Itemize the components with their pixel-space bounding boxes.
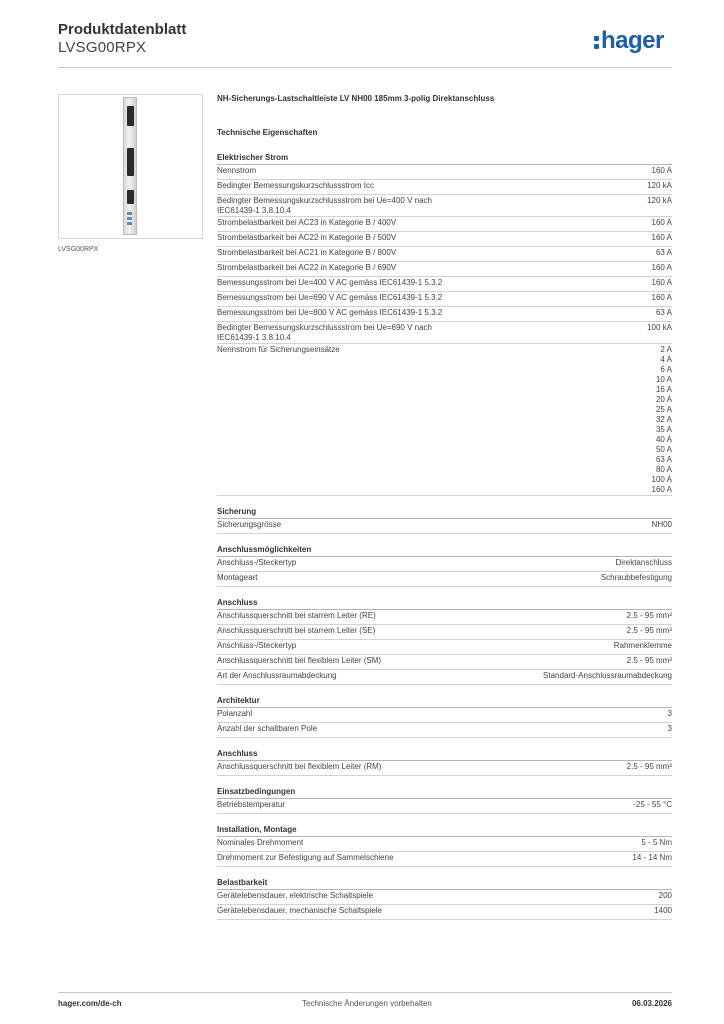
property-row <box>217 837 672 852</box>
property-label: Bemessungsstrom bei Ue=400 V AC gemäss IEC61439-1 5.3.2 <box>217 278 443 287</box>
property-value: 160 A <box>651 263 672 272</box>
footer-disclaimer: Technische Änderungen vorbehalten <box>302 999 432 1008</box>
section-title: Einsatzbedingungen <box>217 786 672 799</box>
property-value: 2.5 - 95 mm² <box>626 762 672 771</box>
property-value: NH00 <box>651 520 672 529</box>
property-value: 100 kA <box>647 323 672 332</box>
property-label: Sicherungsgrösse <box>217 520 282 529</box>
product-name: NH-Sicherungs-Lastschaltleiste LV NH00 185mm 3-polig Direktanschluss <box>217 94 495 103</box>
section-title: Anschluss <box>217 597 672 610</box>
property-row <box>217 708 672 723</box>
property-row <box>217 852 672 867</box>
property-row <box>217 217 672 232</box>
property-value: Standard-Anschlussraumabdeckung <box>543 671 672 680</box>
property-value: Schraubbefestigung <box>600 573 672 582</box>
property-value: 63 A <box>655 308 672 317</box>
property-value: 120 kA <box>647 196 672 205</box>
property-label: Anschlussquerschnitt bei starrem Leiter (SE) <box>217 626 376 635</box>
property-value: 5 - 5 Nm <box>641 838 672 847</box>
property-value: 160 A <box>651 278 672 287</box>
property-value: 120 kA <box>647 181 672 190</box>
property-row <box>217 610 672 625</box>
property-label: Strombelastbarkeit bei AC21 in Kategorie B / 800V <box>217 248 397 257</box>
page-title: Produktdatenblatt <box>58 21 187 38</box>
property-label: Drehmoment zur Befestigung auf Sammelschiene <box>217 853 394 862</box>
property-row <box>217 557 672 572</box>
section-title: Belastbarkeit <box>217 877 672 890</box>
product-image-frame <box>58 94 203 239</box>
property-row <box>217 655 672 670</box>
fuse-switch-strip-image <box>123 97 137 235</box>
property-label: Anschlussquerschnitt bei flexiblem Leiter (RM) <box>217 762 382 771</box>
property-value: 1400 <box>654 906 672 915</box>
property-label: Bedingter Bemessungskurzschlussstrom Icc <box>217 181 374 190</box>
logo-dots-icon <box>594 34 599 49</box>
property-row <box>217 292 672 307</box>
property-label: Anzahl der schaltbaren Pole <box>217 724 318 733</box>
hager-logo <box>594 29 664 53</box>
header-divider <box>58 67 672 68</box>
property-row <box>217 890 672 905</box>
product-code: LVSG00RPX <box>58 39 147 56</box>
property-label: Gerätelebensdauer, elektrische Schaltspiele <box>217 891 374 900</box>
footer-date: 06.03.2026 <box>631 999 672 1008</box>
property-row <box>217 344 672 496</box>
property-label: Betriebstemperatur <box>217 800 286 809</box>
property-row <box>217 799 672 814</box>
tech-properties-title: Technische Eigenschaften <box>217 128 318 137</box>
property-value: 63 A <box>655 248 672 257</box>
property-label: Bedingter Bemessungskurzschlussstrom bei Ue=400 V nach IEC61439-1 3.8.10.4 <box>217 196 432 215</box>
property-row <box>217 572 672 587</box>
property-label: Bedingter Bemessungskurzschlussstrom bei Ue=690 V nach IEC61439-1 3.8.10.4 <box>217 323 432 342</box>
property-value: 2.5 - 95 mm² <box>626 626 672 635</box>
property-label: Montageart <box>217 573 258 582</box>
footer-divider <box>58 992 672 993</box>
property-label: Anschluss-/Steckertyp <box>217 558 297 567</box>
property-value: 160 A <box>651 166 672 175</box>
property-value: 2.5 - 95 mm² <box>626 611 672 620</box>
property-row <box>217 307 672 322</box>
footer-website: hager.com/de-ch <box>58 999 122 1008</box>
property-value: 3 <box>667 709 672 718</box>
property-value: 2 A 4 A 6 A 10 A 16 A 20 A 25 A 32 A 35 A 40 A 50 A 63 A 80 A 100 A 160 A <box>651 345 672 494</box>
property-value: 160 A <box>651 233 672 242</box>
property-label: Nennstrom für Sicherungseinsätze <box>217 345 340 354</box>
section-title: Anschlussmöglichkeiten <box>217 544 672 557</box>
property-row <box>217 625 672 640</box>
section-title: Anschluss <box>217 748 672 761</box>
property-label: Strombelastbarkeit bei AC22 in Kategorie B / 690V <box>217 263 397 272</box>
property-value: Rahmenklemme <box>613 641 672 650</box>
property-label: Anschluss-/Steckertyp <box>217 641 297 650</box>
property-row <box>217 262 672 277</box>
property-row <box>217 519 672 534</box>
property-label: Anschlussquerschnitt bei flexiblem Leiter (SM) <box>217 656 382 665</box>
property-value: -25 - 55 °C <box>633 800 672 809</box>
product-image-caption: LVSG00RPX <box>58 246 99 253</box>
property-value: Direktanschluss <box>615 558 672 567</box>
property-value: 160 A <box>651 293 672 302</box>
property-value: 2.5 - 95 mm² <box>626 656 672 665</box>
property-row <box>217 761 672 776</box>
property-value: 160 A <box>651 218 672 227</box>
section-title: Architektur <box>217 695 672 708</box>
property-row <box>217 277 672 292</box>
property-row <box>217 232 672 247</box>
property-sections <box>217 152 672 920</box>
property-row <box>217 723 672 738</box>
property-row <box>217 180 672 195</box>
section-title: Sicherung <box>217 506 672 519</box>
property-label: Gerätelebensdauer, mechanische Schaltspiele <box>217 906 382 915</box>
property-label: Strombelastbarkeit bei AC23 in Kategorie B / 400V <box>217 218 397 227</box>
property-row <box>217 247 672 262</box>
property-label: Nominales Drehmoment <box>217 838 304 847</box>
property-row <box>217 640 672 655</box>
property-label: Art der Anschlussraumabdeckung <box>217 671 337 680</box>
datasheet-content <box>217 93 672 920</box>
property-value: 14 - 14 Nm <box>632 853 672 862</box>
property-label: Strombelastbarkeit bei AC22 in Kategorie B / 500V <box>217 233 397 242</box>
property-row <box>217 905 672 920</box>
property-label: Nennstrom <box>217 166 257 175</box>
property-row <box>217 670 672 685</box>
section-title: Installation, Montage <box>217 824 672 837</box>
property-value: 200 <box>658 891 672 900</box>
property-row <box>217 165 672 180</box>
property-label: Anschlussquerschnitt bei starrem Leiter (RE) <box>217 611 376 620</box>
property-label: Bemessungsstrom bei Ue=690 V AC gemäss IEC61439-1 5.3.2 <box>217 293 443 302</box>
property-row <box>217 322 672 344</box>
property-row <box>217 195 672 217</box>
property-value: 3 <box>667 724 672 733</box>
logo-text: hager <box>601 27 664 54</box>
property-label: Polanzahl <box>217 709 253 718</box>
property-label: Bemessungsstrom bei Ue=800 V AC gemäss IEC61439-1 5.3.2 <box>217 308 443 317</box>
section-title: Elektrischer Strom <box>217 152 672 165</box>
